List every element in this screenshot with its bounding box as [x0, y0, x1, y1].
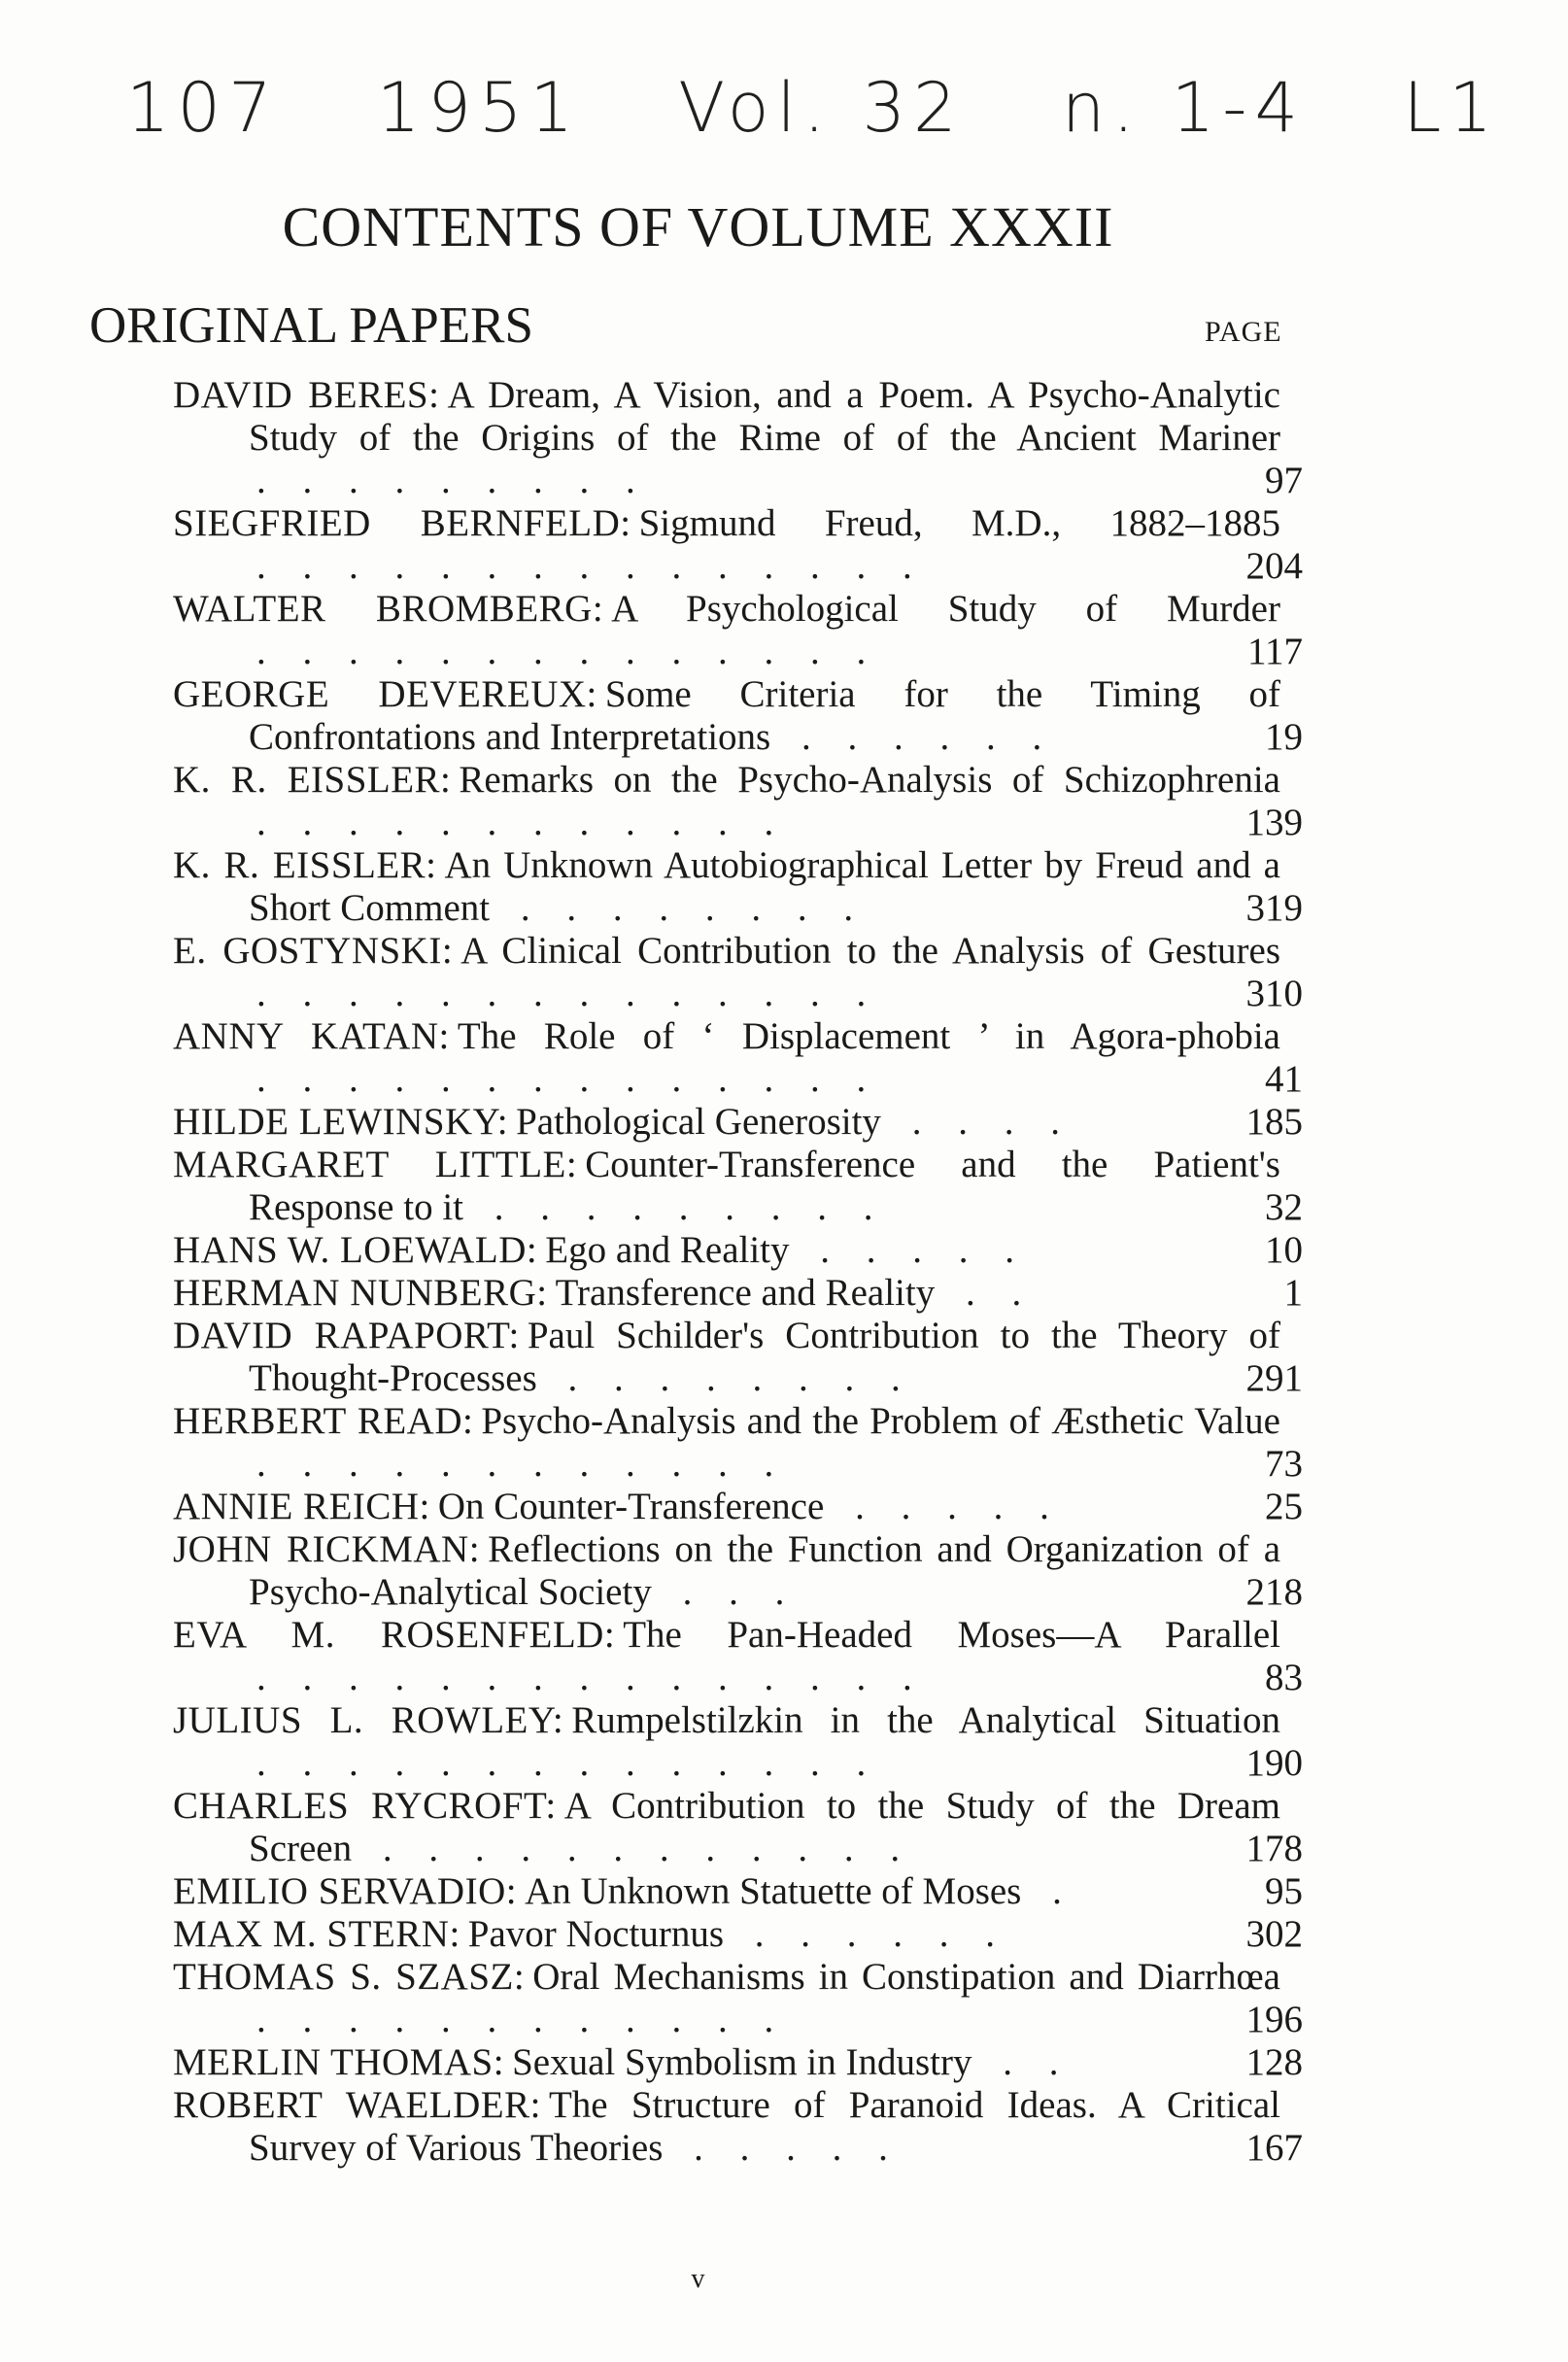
- entry-author: ANNIE REICH:: [173, 1486, 430, 1527]
- handwritten-part: 107: [126, 68, 280, 148]
- entry-title: An Unknown Statuette of Moses: [525, 1870, 1022, 1912]
- entry-title: A Contribution to the Study of the Dream Screen: [249, 1785, 1280, 1869]
- entry-text: [173, 1486, 1280, 1528]
- contents-entry: [0, 1699, 1396, 1785]
- entry-author: MARGARET LITTLE:: [173, 1144, 578, 1185]
- entry-author: JOHN RICKMAN:: [173, 1528, 481, 1570]
- entry-page: 97: [1265, 460, 1303, 501]
- dot-leader: . . . . . . . . . . . .: [256, 1443, 788, 1485]
- dot-leader: . .: [942, 1272, 1036, 1314]
- entry-title: Transference and Reality: [555, 1272, 936, 1314]
- entry-text: [173, 1229, 1280, 1272]
- dot-leader: . . . . .: [670, 2127, 902, 2169]
- entry-page: 178: [1245, 1828, 1303, 1869]
- entry-text: [173, 1699, 1280, 1785]
- contents-entry: [0, 673, 1396, 759]
- entry-title: Oral Mechanisms in Constipation and Diarrhœa: [532, 1956, 1280, 1998]
- entry-author: E. GOSTYNSKI:: [173, 930, 454, 972]
- entry-author: EVA M. ROSENFELD:: [173, 1614, 616, 1656]
- entry-page: 95: [1265, 1870, 1303, 1912]
- entry-page: 73: [1265, 1443, 1303, 1485]
- entry-author: HERBERT READ:: [173, 1400, 474, 1442]
- handwritten-part: Vol. 32: [678, 68, 965, 148]
- entry-page: 41: [1265, 1058, 1303, 1100]
- contents-entry: [0, 1400, 1396, 1486]
- entry-text: [173, 1400, 1280, 1486]
- entry-text: [173, 1785, 1280, 1870]
- entry-text: [173, 1315, 1280, 1400]
- entry-page: 190: [1245, 1742, 1303, 1784]
- entry-page: 19: [1265, 716, 1303, 758]
- dot-leader: . .: [979, 2041, 1073, 2083]
- dot-leader: . . . . . . . . . . . . . .: [256, 1742, 880, 1784]
- entry-author: K. R. EISSLER:: [173, 759, 452, 801]
- section-title: ORIGINAL PAPERS: [89, 297, 533, 354]
- dot-leader: . . . . . . . . . . . .: [256, 802, 788, 843]
- contents-entry: [0, 844, 1396, 930]
- contents-entry: [0, 1956, 1396, 2041]
- contents-entry: [0, 2041, 1396, 2084]
- contents-entry: [0, 374, 1396, 502]
- handwritten-part: n. 1-4: [1061, 68, 1307, 148]
- contents-entry: [0, 1870, 1396, 1913]
- entry-title: A Psychological Study of Murder: [611, 588, 1280, 630]
- dot-leader: . . . . . . . . . . . . . . .: [256, 1657, 926, 1698]
- handwritten-call-number: [126, 68, 1500, 148]
- entry-title: Some Criteria for the Timing of Confrontations and Interpretations: [249, 673, 1280, 758]
- entry-page: 139: [1245, 802, 1303, 843]
- dot-leader: . . . . . . . .: [544, 1357, 914, 1399]
- dot-leader: . . . . . . . . . . . .: [256, 1999, 788, 2040]
- dot-leader: . . . . .: [797, 1229, 1029, 1271]
- contents-entry: [0, 502, 1396, 588]
- contents-entry: [0, 2084, 1396, 2170]
- entry-page: 196: [1245, 1999, 1303, 2040]
- entry-page: 291: [1245, 1357, 1303, 1399]
- contents-entry: [0, 1614, 1396, 1699]
- entry-title: The Pan-Headed Moses—A Parallel: [623, 1614, 1281, 1656]
- entry-text: [173, 930, 1280, 1015]
- entry-author: JULIUS L. ROWLEY:: [173, 1699, 564, 1741]
- entry-author: DAVID RAPAPORT:: [173, 1315, 520, 1356]
- entry-author: GEORGE DEVEREUX:: [173, 673, 597, 715]
- entry-title: A Dream, A Vision, and a Poem. A Psycho-Analytic Study of the Origins of the Rime of of the Ancient Mariner: [249, 374, 1280, 459]
- entry-page: 310: [1245, 973, 1303, 1014]
- contents-entry: [0, 1528, 1396, 1614]
- entry-text: [173, 1528, 1280, 1614]
- entry-text: [173, 588, 1280, 673]
- contents-entry: [0, 1272, 1396, 1315]
- contents-entry: [0, 1015, 1396, 1101]
- entry-text: [173, 844, 1280, 930]
- contents-entry: [0, 1913, 1396, 1956]
- contents-entry: [0, 588, 1396, 673]
- dot-leader: . . . . . . . . . . . .: [359, 1828, 914, 1869]
- entry-text: [173, 1144, 1280, 1229]
- entry-author: HERMAN NUNBERG:: [173, 1272, 548, 1314]
- entry-text: [173, 2084, 1280, 2170]
- entry-text: [173, 1956, 1280, 2041]
- contents-entry: [0, 1315, 1396, 1400]
- entry-title: Sigmund Freud, M.D., 1882–1885: [638, 502, 1280, 544]
- entry-text: [173, 1015, 1280, 1101]
- entry-page: 185: [1245, 1101, 1303, 1143]
- entry-author: MAX M. STERN:: [173, 1913, 460, 1955]
- page-column-header: PAGE: [1205, 316, 1282, 348]
- dot-leader: . . . . . . . . . . . . . .: [256, 973, 880, 1014]
- entry-title: Reflections on the Function and Organization of a Psycho-Analytical Society: [249, 1528, 1280, 1613]
- entry-title: Counter-Transference and the Patient's Response to it: [249, 1144, 1280, 1228]
- volume-title: CONTENTS OF VOLUME XXXII: [282, 195, 1114, 258]
- dot-leader: .: [1029, 1870, 1075, 1912]
- entry-title: The Structure of Paranoid Ideas. A Critical Survey of Various Theories: [249, 2084, 1280, 2169]
- entry-title: A Clinical Contribution to the Analysis of Gestures: [460, 930, 1281, 972]
- entry-text: [173, 1101, 1280, 1144]
- dot-leader: . . . . . . . . . . . . . .: [256, 631, 880, 672]
- entry-title: Remarks on the Psycho-Analysis of Schizophrenia: [459, 759, 1280, 801]
- entry-page: 302: [1245, 1913, 1303, 1955]
- entry-author: HILDE LEWINSKY:: [173, 1101, 509, 1143]
- dot-leader: . . . . . . . . .: [256, 460, 649, 501]
- entry-text: [173, 1272, 1280, 1315]
- entry-page: 83: [1265, 1657, 1303, 1698]
- entry-page: 25: [1265, 1486, 1303, 1527]
- entry-text: [173, 673, 1280, 759]
- dot-leader: . . . . . . . . . . . . . .: [256, 1058, 880, 1100]
- entry-author: THOMAS S. SZASZ:: [173, 1956, 526, 1998]
- contents-entry: [0, 1101, 1396, 1144]
- entry-author: WALTER BROMBERG:: [173, 588, 604, 630]
- entry-page: 218: [1245, 1571, 1303, 1613]
- entry-text: [173, 2041, 1280, 2084]
- entry-author: HANS W. LOEWALD:: [173, 1229, 538, 1271]
- dot-leader: . . .: [659, 1571, 799, 1613]
- entry-title: Sexual Symbolism in Industry: [512, 2041, 972, 2083]
- entry-text: [173, 1614, 1280, 1699]
- dot-leader: . . . . . .: [778, 716, 1056, 758]
- entry-title: Pavor Nocturnus: [467, 1913, 725, 1955]
- entry-title: Psycho-Analysis and the Problem of Æsthetic Value: [481, 1400, 1280, 1442]
- entry-page: 128: [1245, 2041, 1303, 2083]
- contents-entry: [0, 1229, 1396, 1272]
- entry-page: 319: [1245, 887, 1303, 929]
- handwritten-part: L1: [1403, 68, 1500, 148]
- page-folio: v: [691, 2264, 705, 2294]
- entry-page: 167: [1245, 2127, 1303, 2169]
- dot-leader: . . . .: [888, 1101, 1074, 1143]
- entry-title: The Role of ‘ Displacement ’ in Agora-phobia: [457, 1015, 1280, 1057]
- entry-text: [173, 1870, 1280, 1913]
- entry-title: An Unknown Autobiographical Letter by Freud and a Short Comment: [249, 844, 1280, 929]
- entry-page: 10: [1265, 1229, 1303, 1271]
- entry-page: 1: [1283, 1272, 1303, 1314]
- contents-entry: [0, 1144, 1396, 1229]
- entry-text: [173, 502, 1280, 588]
- entry-author: ROBERT WAELDER:: [173, 2084, 541, 2126]
- dot-leader: . . . . . .: [732, 1913, 1009, 1955]
- entry-author: ANNY KATAN:: [173, 1015, 450, 1057]
- dot-leader: . . . . . . . .: [497, 887, 868, 929]
- entry-title: On Counter-Transference: [437, 1486, 825, 1527]
- contents-entry: [0, 759, 1396, 844]
- entry-text: [173, 1913, 1280, 1956]
- entry-title: Paul Schilder's Contribution to the Theory of Thought-Processes: [249, 1315, 1281, 1399]
- entry-author: MERLIN THOMAS:: [173, 2041, 505, 2083]
- entry-text: [173, 759, 1280, 844]
- entry-page: 204: [1245, 545, 1303, 587]
- dot-leader: . . . . . . . . . . . . . . .: [256, 545, 926, 587]
- entry-author: DAVID BERES:: [173, 374, 440, 416]
- entry-author: SIEGFRIED BERNFELD:: [173, 502, 631, 544]
- entry-author: K. R. EISSLER:: [173, 844, 437, 886]
- entry-title: Ego and Reality: [545, 1229, 790, 1271]
- contents-list: [0, 374, 1396, 2170]
- entry-page: 32: [1265, 1186, 1303, 1228]
- dot-leader: . . . . .: [832, 1486, 1063, 1527]
- entry-title: Rumpelstilzkin in the Analytical Situation: [571, 1699, 1280, 1741]
- contents-entry: [0, 930, 1396, 1015]
- contents-entry: [0, 1486, 1396, 1528]
- dot-leader: . . . . . . . . .: [471, 1186, 887, 1228]
- entry-text: [173, 374, 1280, 502]
- entry-page: 117: [1246, 631, 1303, 672]
- entry-author: CHARLES RYCROFT:: [173, 1785, 557, 1827]
- contents-entry: [0, 1785, 1396, 1870]
- handwritten-part: 1951: [376, 68, 582, 148]
- entry-title: Pathological Generosity: [516, 1101, 881, 1143]
- entry-author: EMILIO SERVADIO:: [173, 1870, 518, 1912]
